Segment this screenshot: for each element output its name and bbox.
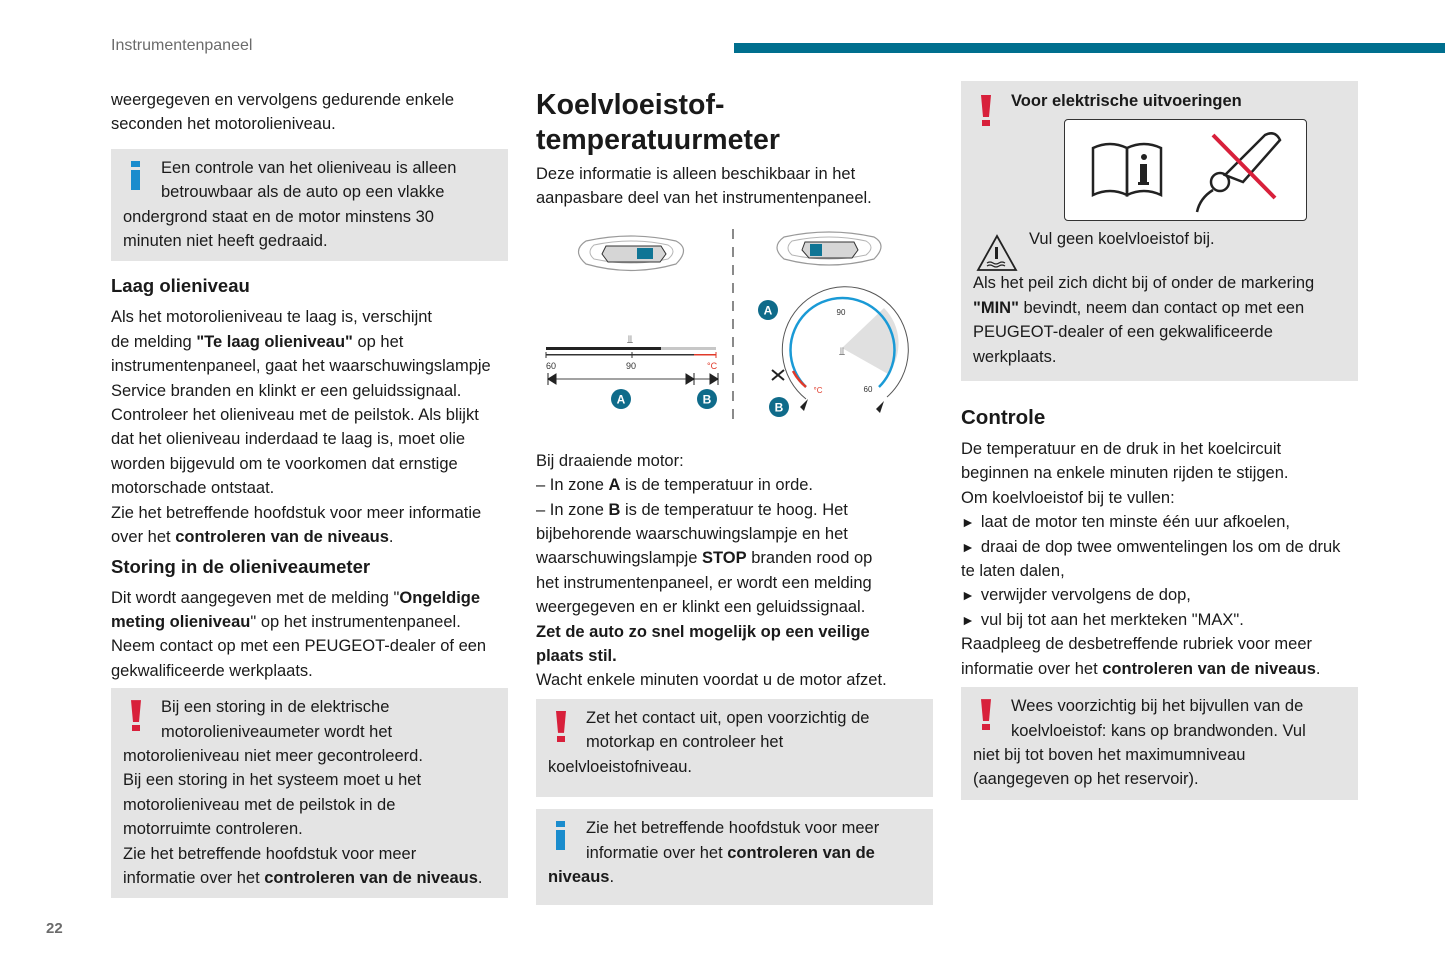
note-text: PEUGEOT-dealer of een gekwalificeerde <box>973 323 1273 342</box>
note-text: Een controle van het olieniveau is alleen <box>161 158 457 177</box>
hot-coolant-caution-icon <box>975 233 1019 273</box>
step-item-continuation: te laten dalen, <box>961 562 1065 581</box>
note-text: Zet het contact uit, open voorzichtig de <box>586 708 870 727</box>
note-text: Zie het betreffende hoofdstuk voor meer <box>586 819 880 838</box>
page-number: 22 <box>46 920 63 937</box>
info-icon <box>556 821 565 850</box>
note-text: motorruimte controleren. <box>123 820 303 839</box>
body-line: Als het motorolieniveau te laag is, verschijnt <box>111 308 432 327</box>
check-body <box>961 437 1358 681</box>
electric-version-warning-box <box>961 81 1358 381</box>
note-text: koelvloeistof: kans op brandwonden. Vul <box>1011 721 1306 740</box>
body-line: meting olieniveau" op het instrumentenpaneel. <box>111 612 461 631</box>
svg-text:A: A <box>616 392 626 407</box>
pictogram-panel <box>1064 119 1307 221</box>
intro-line: aanpasbare deel van het instrumentenpaneel. <box>536 189 872 208</box>
header-accent-bar <box>734 43 1445 53</box>
warning-icon <box>556 711 565 742</box>
body-line: instrumentenpaneel, gaat het waarschuwingslampje <box>111 357 491 376</box>
body-line: De temperatuur en de druk in het koelcircuit <box>961 440 1282 459</box>
body-line: Neem contact op met een PEUGEOT-dealer of een <box>111 637 487 656</box>
zone-b-line: – In zone B is de temperatuur te hoog. Het <box>536 500 848 519</box>
coolant-temperature-gauge-diagram <box>536 219 933 441</box>
note-text: werkplaats. <box>973 347 1057 366</box>
bullet-arrow-icon: ► <box>961 587 975 604</box>
caution-text: Vul geen koelvloeistof bij. <box>1029 230 1215 249</box>
fault-body <box>111 586 508 684</box>
body-line: Dit wordt aangegeven met de melding "Ongeldige <box>111 588 481 607</box>
gauge-illustration <box>536 219 933 441</box>
note-text: ondergrond staat en de motor minstens 30 <box>123 207 434 226</box>
instrument-cluster-icon-right <box>777 232 881 265</box>
body-line: Wacht enkele minuten voordat u de motor afzet. <box>536 671 887 690</box>
body-line: gekwalificeerde werkplaats. <box>111 661 313 680</box>
warning-icon <box>981 699 990 730</box>
intro-line: Deze informatie is alleen beschikbaar in het <box>536 165 856 183</box>
caution-row <box>973 229 1346 271</box>
note-text: koelvloeistofniveau. <box>548 757 693 776</box>
column-1 <box>111 88 508 898</box>
column-3 <box>961 81 1358 800</box>
svg-text:90: 90 <box>626 360 637 371</box>
body-line: dat het olieniveau inderdaad te laag is, moet olie <box>111 430 466 449</box>
body-line: Zie het betreffende hoofdstuk voor meer informatie <box>111 503 482 522</box>
intro-line: seconden het motorolieniveau. <box>111 115 336 134</box>
note-text: Bij een storing in het systeem moet u het <box>123 771 422 790</box>
body-line: Om koelvloeistof bij te vullen: <box>961 488 1175 507</box>
note-text: motorolieniveau niet meer gecontroleerd. <box>123 746 423 765</box>
body-line: plaats stil. <box>536 647 617 666</box>
page-title: Koelvloeistof- temperatuurmeter <box>536 89 780 156</box>
svg-text:B: B <box>774 400 784 415</box>
running-engine-text <box>536 449 933 693</box>
body-line: Service branden en klinkt er een geluidssignaal. <box>111 381 462 400</box>
note-text: informatie over het controleren van de <box>586 843 875 862</box>
note-text: Bij een storing in de elektrische <box>161 698 390 717</box>
step-item: ► draai de dop twee omwentelingen los om de druk <box>961 537 1341 556</box>
svg-text:B: B <box>702 392 712 407</box>
linear-gauge <box>546 334 718 409</box>
heading-oil-gauge-fault: Storing in de olieniveaumeter <box>111 555 371 577</box>
body-line: informatie over het controleren van de niveaus. <box>961 659 1321 678</box>
warning-icon <box>131 700 140 731</box>
column-2 <box>536 88 933 905</box>
low-oil-body <box>111 305 508 549</box>
instrument-cluster-icon-left <box>579 236 684 271</box>
note-text: niveaus. <box>548 867 615 886</box>
box-heading: Voor elektrische uitvoeringen <box>1011 92 1242 110</box>
body-line: weergegeven en er klinkt een geluidssignaal. <box>536 598 866 617</box>
note-text: Wees voorzichtig bij het bijvullen van de <box>1011 697 1304 716</box>
body-line: Bij draaiende motor: <box>536 451 684 470</box>
heading-low-oil: Laag olieniveau <box>111 275 250 297</box>
bullet-arrow-icon: ► <box>961 611 975 628</box>
body-line: Zet de auto zo snel mogelijk op een veilige <box>536 622 870 641</box>
warning-icon <box>981 95 990 126</box>
info-note-box <box>536 809 933 905</box>
body-line: motorschade ontstaat. <box>111 479 275 498</box>
note-text: Als het peil zich dicht bij of onder de markering <box>973 274 1315 293</box>
note-text: "MIN" bevindt, neem dan contact op met een <box>973 298 1305 317</box>
note-text: motorkap en controleer het <box>586 733 784 752</box>
warning-note-box <box>536 699 933 797</box>
round-gauge <box>758 287 908 417</box>
intro-line: weergegeven en vervolgens gedurende enkele <box>111 91 455 109</box>
note-text: Zie het betreffende hoofdstuk voor meer <box>123 844 417 863</box>
bullet-arrow-icon: ► <box>961 538 975 555</box>
section-title: Instrumentenpaneel <box>111 37 253 54</box>
info-icon <box>131 161 140 190</box>
body-line: worden bijgevuld om te voorkomen dat ernstige <box>111 454 458 473</box>
body-line: waarschuwingslampje STOP branden rood op <box>536 549 873 568</box>
note-text: motorolieniveaumeter wordt het <box>161 722 393 741</box>
warning-note-box <box>961 687 1358 800</box>
zone-a-line: – In zone A is de temperatuur in orde. <box>536 476 814 495</box>
body-line: de melding "Te laag olieniveau" op het <box>111 332 404 351</box>
svg-text:⫫: ⫫ <box>626 333 634 346</box>
step-item: ► vul bij tot aan het merkteken "MAX". <box>961 610 1244 629</box>
svg-text:A: A <box>763 303 773 318</box>
svg-text:60: 60 <box>546 360 557 371</box>
body-line: over het controleren van de niveaus. <box>111 528 394 547</box>
step-item: ► laat de motor ten minste één uur afkoelen, <box>961 513 1290 532</box>
note-text: informatie over het controleren van de niveaus. <box>123 868 483 887</box>
svg-text:⫫: ⫫ <box>838 345 846 358</box>
bullet-arrow-icon: ► <box>961 514 975 531</box>
manual-info-icon <box>1093 144 1161 195</box>
body-line: Controleer het olieniveau met de peilstok. Als blijkt <box>111 406 479 425</box>
no-coolant-fill-icon <box>1197 134 1280 213</box>
svg-text:°C: °C <box>813 385 823 395</box>
note-text: minuten niet heeft gedraaid. <box>123 232 328 251</box>
svg-text:°C: °C <box>707 360 718 371</box>
step-item: ► verwijder vervolgens de dop, <box>961 586 1191 605</box>
svg-text:90: 90 <box>836 307 846 317</box>
note-text: (aangegeven op het reservoir). <box>973 770 1199 789</box>
note-text: motorolieniveau met de peilstok in de <box>123 795 396 814</box>
body-line: Raadpleeg de desbetreffende rubriek voor meer <box>961 635 1313 654</box>
heading-check: Controle <box>961 406 1046 430</box>
warning-note-box <box>111 688 508 898</box>
info-note-box <box>111 149 508 262</box>
note-text: niet bij tot boven het maximumniveau <box>973 745 1246 764</box>
body-line: beginnen na enkele minuten rijden te stijgen. <box>961 464 1289 483</box>
note-text: betrouwbaar als de auto op een vlakke <box>161 183 445 202</box>
body-line: het instrumentenpaneel, er wordt een melding <box>536 573 872 592</box>
body-line: bijbehorende waarschuwingslampje en het <box>536 525 848 544</box>
svg-text:60: 60 <box>863 384 873 394</box>
